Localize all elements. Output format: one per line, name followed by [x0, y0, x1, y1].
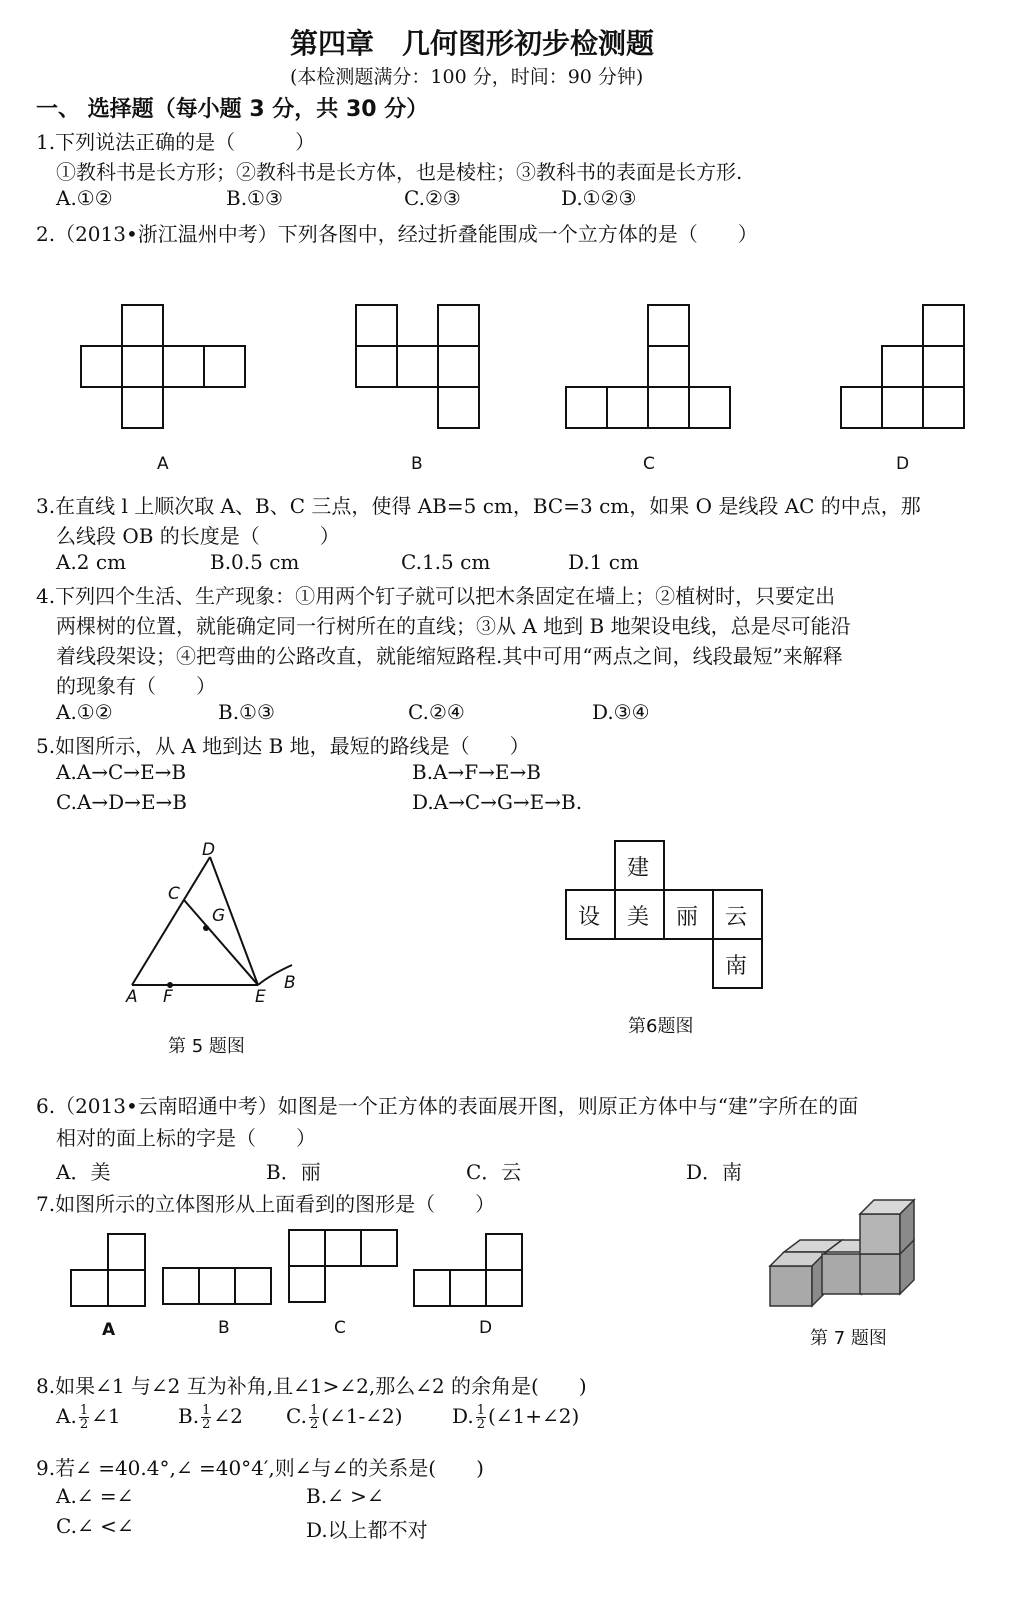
q3-line1: 3.在直线 l 上顺次取 A、B、C 三点，使得 AB=5 cm，BC=3 cm，如果 O 是线段 AC 的中点，那 — [36, 494, 921, 518]
q7-label-d: D — [479, 1318, 493, 1338]
page-subtitle: (本检测题满分：100 分，时间：90 分钟) — [290, 66, 644, 88]
q8-option-a: A. $\frac{1}{2}$ ∠1 — [56, 1403, 121, 1432]
q6-option-d: D．南 — [686, 1160, 743, 1184]
q5-caption: 第 5 题图 — [168, 1036, 245, 1057]
q6-option-b: B．丽 — [266, 1160, 321, 1184]
q3-option-c: C.1.5 cm — [401, 550, 491, 574]
net-char-jian: 建 — [627, 856, 650, 881]
q7-stem: 7.如图所示的立体图形从上面看到的图形是（ ） — [36, 1192, 496, 1216]
net-char-mei: 美 — [627, 905, 650, 930]
view-b — [163, 1268, 271, 1304]
view-c — [289, 1230, 397, 1302]
q2-label-c: C — [643, 454, 655, 474]
q1-option-b: B.①③ — [226, 186, 283, 210]
q3-option-a: A.2 cm — [56, 550, 127, 574]
q1-statement: ①教科书是长方形；②教科书是长方体，也是棱柱；③教科书的表面是长方形. — [56, 160, 743, 184]
q2-label-a: A — [157, 454, 169, 474]
q8-option-b: B. $\frac{1}{2}$ ∠2 — [178, 1403, 243, 1432]
q5-point-a: A — [126, 987, 138, 1007]
q4-option-a: A.①② — [56, 700, 113, 724]
view-d — [414, 1234, 522, 1306]
q4-option-b: B.①③ — [218, 700, 275, 724]
q2-label-d: D — [896, 454, 910, 474]
q5-point-b: B — [284, 973, 296, 993]
q9-stem: 9.若∠ =40.4°,∠ =40°4′,则∠与∠的关系是( ) — [36, 1456, 484, 1480]
q4-line2: 两棵树的位置，就能确定同一行树所在的直线；③从 A 地到 B 地架设电线，总是尽可能沿 — [56, 614, 851, 638]
page-title: 第四章 几何图形初步检测题 — [290, 27, 655, 60]
q7-label-c: C — [334, 1318, 346, 1338]
q4-option-d: D.③④ — [592, 700, 650, 724]
q8-stem: 8.如果∠1 与∠2 互为补角,且∠1>∠2,那么∠2 的余角是( ) — [36, 1374, 587, 1398]
net-char-yun: 云 — [725, 905, 748, 930]
view-a — [71, 1234, 145, 1306]
section-heading: 一、 选择题（每小题 3 分，共 30 分） — [36, 97, 429, 122]
q6-line2: 相对的面上标的字是（ ） — [56, 1126, 316, 1150]
q7-caption: 第 7 题图 — [810, 1328, 887, 1349]
q1-stem: 1.下列说法正确的是（ ） — [36, 130, 316, 154]
q8-option-d: D. $\frac{1}{2}$ (∠1+∠2) — [452, 1403, 580, 1432]
q7-label-b: B — [218, 1318, 230, 1338]
q9-option-c: C.∠ <∠ — [56, 1514, 134, 1538]
net-char-she: 设 — [578, 905, 601, 930]
q5-point-f: F — [163, 987, 173, 1007]
q9-option-b: B.∠ >∠ — [306, 1484, 384, 1508]
q6-line1: 6.（2013•云南昭通中考）如图是一个正方体的表面展开图，则原正方体中与“建”字所在的面 — [36, 1094, 859, 1118]
q4-line4: 的现象有（ ） — [56, 674, 216, 698]
q5-point-e: E — [255, 987, 266, 1007]
q6-caption: 第6题图 — [628, 1016, 694, 1037]
q5-point-c: C — [168, 884, 180, 904]
q1-option-d: D.①②③ — [561, 186, 637, 210]
q5-stem: 5.如图所示，从 A 地到达 B 地，最短的路线是（ ） — [36, 734, 530, 758]
q5-point-g: G — [212, 906, 226, 926]
q5-option-c: C.A→D→E→B — [56, 790, 187, 814]
q3-option-d: D.1 cm — [568, 550, 639, 574]
q5-option-b: B.A→F→E→B — [412, 760, 541, 784]
q4-option-c: C.②④ — [408, 700, 465, 724]
q4-line3: 着线段架设；④把弯曲的公路改直，就能缩短路程.其中可用“两点之间，线段最短”来解释 — [56, 644, 843, 668]
net-char-nan: 南 — [725, 954, 748, 979]
q9-option-a: A.∠ =∠ — [56, 1484, 134, 1508]
q4-line1: 4.下列四个生活、生产现象：①用两个钉子就可以把木条固定在墙上；②植树时，只要定出 — [36, 584, 836, 608]
q1-option-c: C.②③ — [404, 186, 461, 210]
q3-option-b: B.0.5 cm — [210, 550, 300, 574]
q5-option-d: D.A→C→G→E→B. — [412, 790, 583, 814]
q6-option-c: C．云 — [466, 1160, 522, 1184]
q1-option-a: A.①② — [56, 186, 113, 210]
q8-option-c: C. $\frac{1}{2}$ (∠1-∠2) — [286, 1403, 403, 1432]
q2-stem: 2.（2013•浙江温州中考）下列各图中，经过折叠能围成一个立方体的是（ ） — [36, 222, 758, 246]
q5-option-a: A.A→C→E→B — [56, 760, 187, 784]
q7-label-a: A — [102, 1320, 116, 1340]
q2-label-b: B — [411, 454, 423, 474]
q9-option-d: D.以上都不对 — [306, 1518, 428, 1542]
q3-line2: 么线段 OB 的长度是（ ） — [56, 524, 340, 548]
q5-point-d: D — [202, 840, 216, 860]
q6-option-a: A．美 — [56, 1160, 111, 1184]
cube-stack — [770, 1200, 914, 1306]
net-char-li: 丽 — [676, 905, 699, 930]
